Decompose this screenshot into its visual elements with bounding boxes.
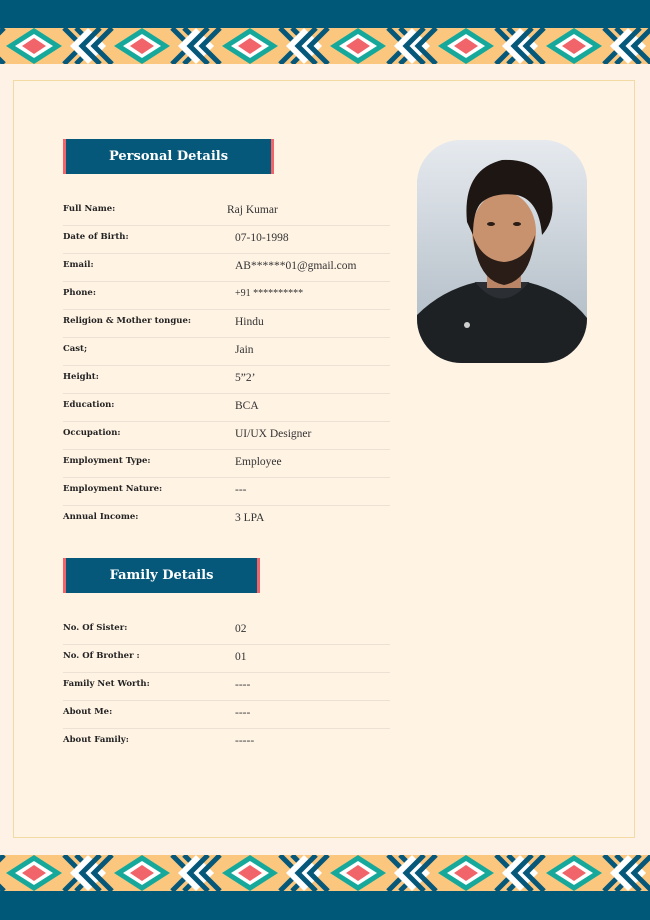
personal-details-title: Personal Details xyxy=(108,149,229,164)
detail-label: Family Net Worth: xyxy=(63,679,150,689)
detail-value: +91 ********** xyxy=(235,288,304,299)
detail-row-occupation xyxy=(63,422,390,450)
detail-label: About Me: xyxy=(63,707,113,717)
detail-row-full-name xyxy=(63,198,390,226)
bottom-band xyxy=(0,890,650,920)
detail-row-employment-type xyxy=(63,450,390,478)
detail-row-annual-income xyxy=(63,506,390,534)
detail-label: Email: xyxy=(63,260,94,270)
detail-row-family-net-worth xyxy=(63,673,390,701)
detail-label: Date of Birth: xyxy=(63,232,129,242)
detail-value: Jain xyxy=(235,344,254,356)
detail-label: No. Of Sister: xyxy=(63,623,128,633)
detail-value: ----- xyxy=(235,735,255,747)
detail-row-about-me xyxy=(63,701,390,729)
detail-label: Religion & Mother tongue: xyxy=(63,316,192,326)
bottom-decorative-border xyxy=(0,855,650,891)
detail-value: 5”2’ xyxy=(235,372,256,384)
detail-row-phone xyxy=(63,282,390,310)
detail-label: Employment Nature: xyxy=(63,484,163,494)
detail-label: Employment Type: xyxy=(63,456,151,466)
family-details-header xyxy=(63,558,260,593)
detail-label: No. Of Brother : xyxy=(63,651,140,661)
detail-row-sisters xyxy=(63,617,390,645)
detail-row-religion xyxy=(63,310,390,338)
detail-value: Employee xyxy=(235,456,282,468)
detail-label: Education: xyxy=(63,400,115,410)
detail-row-education xyxy=(63,394,390,422)
personal-details-header xyxy=(63,139,274,174)
detail-value: Raj Kumar xyxy=(227,204,278,216)
detail-label: Phone: xyxy=(63,288,96,298)
detail-value: AB******01@gmail.com xyxy=(235,260,357,272)
detail-label: Annual Income: xyxy=(63,512,139,522)
top-band xyxy=(0,0,650,30)
profile-photo xyxy=(417,140,587,363)
profile-photo-icon xyxy=(417,140,587,363)
family-details-title: Family Details xyxy=(109,568,214,583)
top-decorative-border xyxy=(0,28,650,64)
detail-value: Hindu xyxy=(235,316,264,328)
detail-row-employment-nature xyxy=(63,478,390,506)
detail-label: Full Name: xyxy=(63,204,116,214)
detail-label: Cast; xyxy=(63,344,88,354)
detail-label: Height: xyxy=(63,372,99,382)
detail-value: --- xyxy=(235,484,247,496)
detail-value: ---- xyxy=(235,679,251,691)
detail-label: Occupation: xyxy=(63,428,121,438)
detail-value: 3 LPA xyxy=(235,512,265,524)
detail-value: 02 xyxy=(235,623,247,635)
detail-value: 07-10-1998 xyxy=(235,232,289,244)
detail-row-date-of-birth xyxy=(63,226,390,254)
detail-row-cast xyxy=(63,338,390,366)
detail-row-email xyxy=(63,254,390,282)
detail-value: BCA xyxy=(235,400,259,412)
detail-row-height xyxy=(63,366,390,394)
detail-row-about-family xyxy=(63,729,390,757)
detail-value: 01 xyxy=(235,651,247,663)
detail-label: About Family: xyxy=(63,735,129,745)
detail-row-brothers xyxy=(63,645,390,673)
detail-value: ---- xyxy=(235,707,251,719)
detail-value: UI/UX Designer xyxy=(235,428,312,440)
